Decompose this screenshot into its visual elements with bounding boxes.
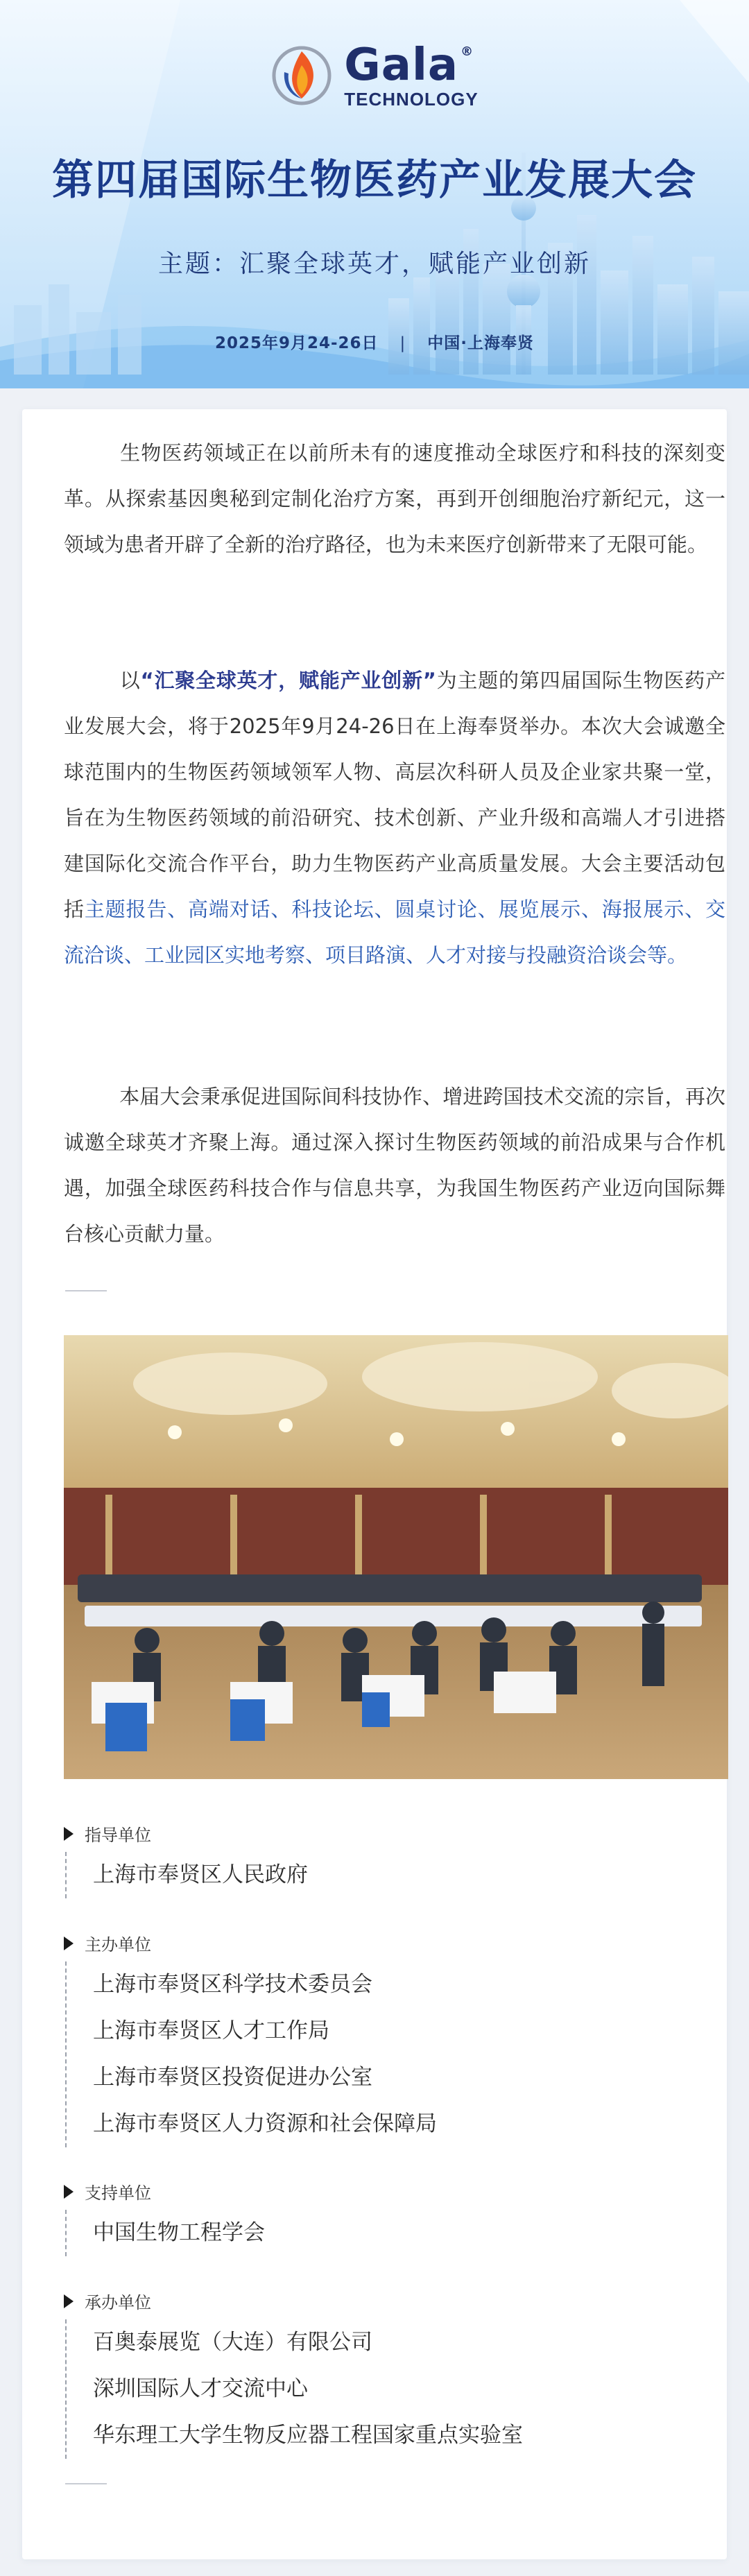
section-title: 支持单位 bbox=[85, 2183, 151, 2203]
section-organizing-units bbox=[64, 2289, 151, 2313]
organizer-item: 百奥泰展览（大连）有限公司 bbox=[93, 2330, 372, 2355]
info-separator: | bbox=[399, 334, 406, 352]
intro-paragraph-1 bbox=[64, 430, 725, 567]
theme-quote: “汇聚全球英才，赋能产业创新” bbox=[140, 669, 436, 692]
triangle-bullet-icon bbox=[64, 2294, 74, 2308]
organizer-item: 深圳国际人才交流中心 bbox=[93, 2376, 308, 2401]
organizer-item: 上海市奉贤区投资促进办公室 bbox=[93, 2065, 372, 2090]
guiding-unit-list bbox=[65, 1852, 308, 1898]
support-unit-list bbox=[65, 2210, 265, 2256]
organizer-item: 中国生物工程学会 bbox=[93, 2220, 265, 2245]
activities-list: 主题报告、高端对话、科技论坛、圆桌讨论、展览展示、海报展示、交流洽谈、工业园区实地考察、项目路演、人才对接与投融资洽谈会等。 bbox=[64, 898, 725, 967]
organizing-units-list bbox=[65, 2319, 523, 2459]
intro-text-2a: 以 bbox=[119, 669, 141, 692]
section-title: 主办单位 bbox=[85, 1935, 151, 1955]
intro-text-1: 生物医药领域正在以前所未有的速度推动全球医疗和科技的深刻变革。从探索基因奥秘到定制化治疗方案，再到开创细胞治疗新纪元，这一领域为患者开辟了全新的治疗路径，也为未来医疗创新带来了无限可能。 bbox=[64, 441, 725, 556]
host-units-list bbox=[65, 1961, 437, 2147]
triangle-bullet-icon bbox=[64, 1827, 74, 1841]
section-host-units bbox=[64, 1931, 151, 1955]
conference-hall-image bbox=[64, 1335, 728, 1779]
intro-text-3: 本届大会秉承促进国际间科技协作、增进跨国技术交流的宗旨，再次诚邀全球英才齐聚上海。通过深入探讨生物医药领域的前沿成果与合作机遇，加强全球医药科技合作与信息共享，为我国生物医药产业迈向国际舞台核心贡献力量。 bbox=[64, 1085, 725, 1246]
intro-paragraph-3 bbox=[64, 1074, 725, 1257]
gala-logo bbox=[0, 40, 749, 110]
organizer-item: 上海市奉贤区人民政府 bbox=[93, 1862, 308, 1887]
organizer-item: 上海市奉贤区科学技术委员会 bbox=[93, 1972, 372, 1997]
hero-banner bbox=[0, 0, 749, 388]
organizer-item: 上海市奉贤区人力资源和社会保障局 bbox=[93, 2111, 437, 2136]
conference-date: 2025年9月24-26日 bbox=[214, 334, 379, 352]
section-title: 指导单位 bbox=[85, 1826, 151, 1845]
section-support-unit bbox=[64, 2179, 151, 2204]
registered-mark: ® bbox=[460, 44, 474, 59]
triangle-bullet-icon bbox=[64, 1937, 74, 1950]
intro-paragraph-2 bbox=[64, 658, 725, 978]
conference-location: 中国·上海奉贤 bbox=[427, 334, 535, 352]
conference-theme: 主题：汇聚全球英才，赋能产业创新 bbox=[157, 250, 591, 278]
logo-wordmark: Gala bbox=[344, 40, 459, 91]
page-title: 第四届国际生物医药产业发展大会 bbox=[52, 156, 697, 205]
organizer-item: 华东理工大学生物反应器工程国家重点实验室 bbox=[93, 2423, 523, 2448]
flame-logo-icon bbox=[270, 44, 333, 107]
triangle-bullet-icon bbox=[64, 2185, 74, 2199]
date-location bbox=[0, 330, 749, 353]
section-title: 承办单位 bbox=[85, 2293, 151, 2312]
content-card bbox=[22, 409, 727, 2559]
divider bbox=[65, 2483, 107, 2484]
organizer-item: 上海市奉贤区人才工作局 bbox=[93, 2018, 329, 2043]
logo-subtitle: TECHNOLOGY bbox=[344, 89, 479, 110]
intro-text-2b: 为主题的第四届国际生物医药产业发展大会，将于2025年9月24-26日在上海奉贤举办。本次大会诚邀全球范围内的生物医药领域领军人物、高层次科研人员及企业家共聚一堂，旨在为生物医药领域的前沿研究、技术创新、产业升级和高端人才引进搭建国际化交流合作平台，助力生物医药产业高质量发展。大会主要活动包括 bbox=[64, 669, 725, 921]
conference-photo bbox=[64, 1335, 728, 1779]
section-guiding-unit bbox=[64, 1821, 151, 1846]
divider bbox=[65, 1290, 107, 1291]
